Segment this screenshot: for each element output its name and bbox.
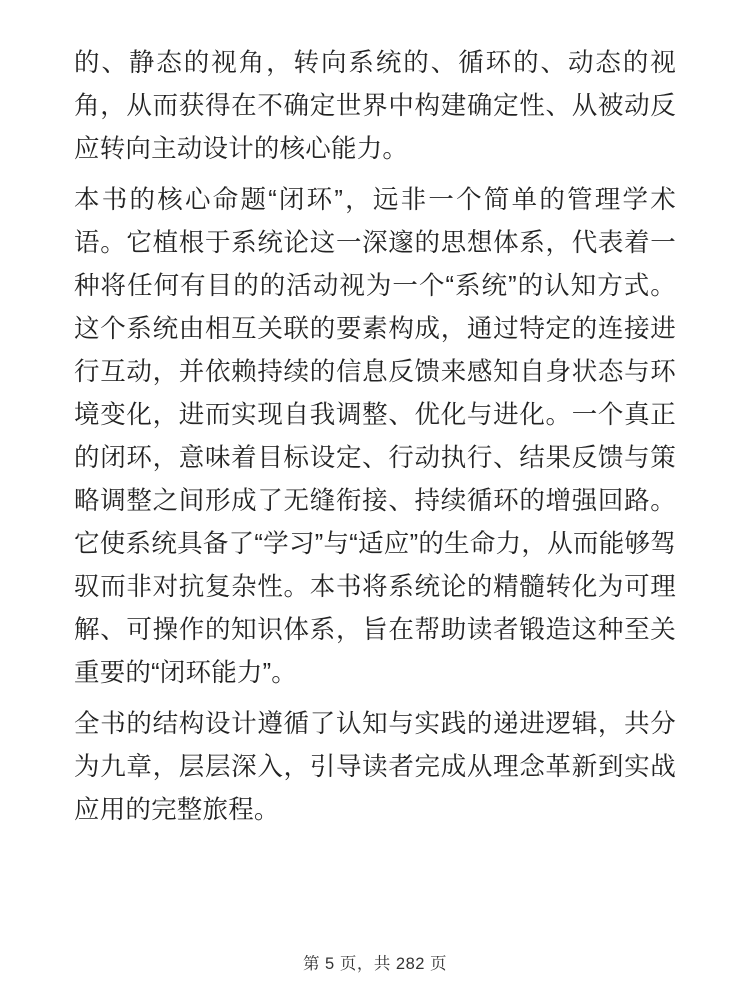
paragraph-1: 的、静态的视角，转向系统的、循环的、动态的视角，从而获得在不确定世界中构建确定性、从被动反应转向主动设计的核心能力。 [74,49,676,163]
page-number-indicator: 第 5 页，共 282 页 [302,955,448,973]
page-footer [0,950,750,974]
paragraph-3: 全书的结构设计遵循了认知与实践的递进逻辑，共分为九章，层层深入，引导读者完成从理念革新到实战应用的完整旅程。 [74,710,676,824]
paragraph-2: 本书的核心命题“闭环”，远非一个简单的管理学术语。它植根于系统论这一深邃的思想体系，代表着一种将任何有目的的活动视为一个“系统”的认知方式。这个系统由相互关联的要素构成，通过特定的连接进行互动，并依赖持续的信息反馈来感知自身状态与环境变化，进而实现自我调整、优化与进化。一个真正的闭环，意味着目标设定、行动执行、结果反馈与策略调整之间形成了无缝衔接、持续循环的增强回路。它使系统具备了“学习”与“适应”的生命力，从而能够驾驭而非对抗复杂性。本书将系统论的精髓转化为可理解、可操作的知识体系，旨在帮助读者锻造这种至关重要的“闭环能力”。 [74,186,676,687]
